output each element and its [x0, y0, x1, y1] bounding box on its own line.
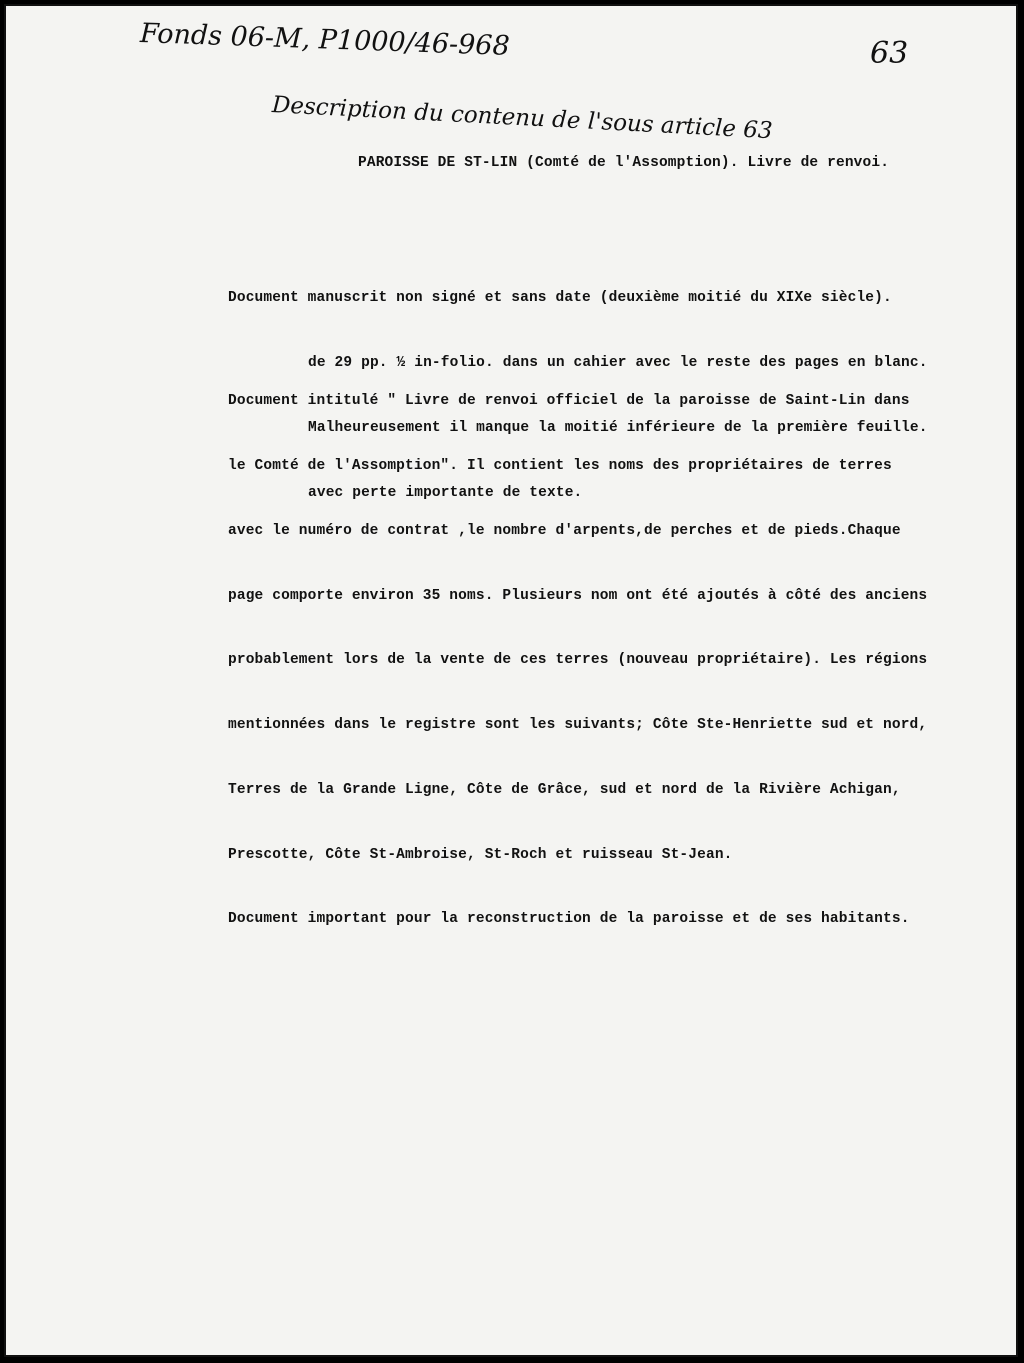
- document-title: PAROISSE DE ST-LIN (Comté de l'Assomption). Livre de renvoi.: [358, 155, 890, 171]
- paragraph-line: Terres de la Grande Ligne, Côte de Grâce, sud et nord de la Rivière Achigan,: [228, 781, 901, 798]
- paragraph-line: probablement lors de la vente de ces terres (nouveau propriétaire). Les régions: [228, 652, 928, 669]
- paragraph-line: page comporte environ 35 noms. Plusieurs nom ont été ajoutés à côté des anciens: [228, 587, 928, 604]
- paragraph-line: Document intitulé " Livre de renvoi officiel de la paroisse de Saint-Lin dans: [228, 393, 910, 410]
- paragraph-line: Malheureusement il manque la moitié inférieure de la première feuille.: [308, 419, 928, 436]
- paragraph-line: Prescotte, Côte St-Ambroise, St-Roch et ruisseau St-Jean.: [228, 846, 733, 863]
- handwritten-page-number: 63: [870, 36, 909, 71]
- handwritten-description-note: Description du contenu de l'sous article 63: [271, 92, 774, 145]
- handwritten-fonds-reference: Fonds 06-M, P1000/46-968: [139, 18, 511, 62]
- document-page: [4, 4, 1018, 1357]
- paragraph-line: avec perte importante de texte.: [308, 484, 583, 501]
- paragraph-line: mentionnées dans le registre sont les suivants; Côte Ste-Henriette sud et nord,: [228, 717, 928, 734]
- paragraph-line: de 29 pp. ½ in-folio. dans un cahier avec le reste des pages en blanc.: [308, 354, 928, 371]
- paragraph-line: le Comté de l'Assomption". Il contient les noms des propriétaires de terres: [228, 457, 892, 474]
- paragraph-line: Document manuscrit non signé et sans date (deuxième moitié du XIXe siècle).: [228, 290, 892, 307]
- description-paragraph-content: [228, 348, 927, 974]
- paragraph-line: Document important pour la reconstruction de la paroisse et de ses habitants.: [228, 911, 910, 928]
- paragraph-line: avec le numéro de contrat ,le nombre d'arpents,de perches et de pieds.Chaque: [228, 522, 901, 539]
